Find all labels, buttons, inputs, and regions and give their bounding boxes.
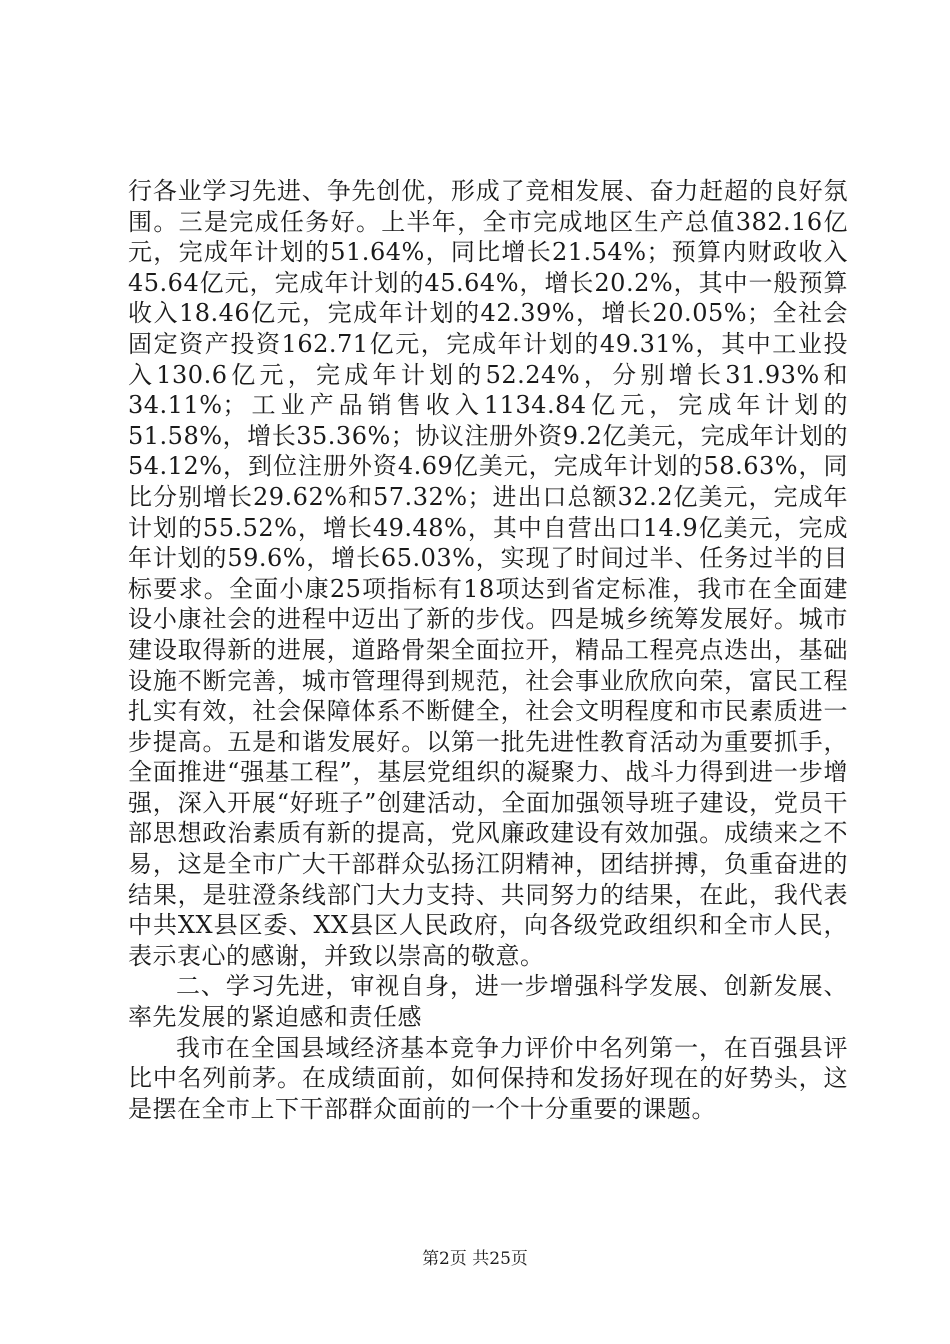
document-body — [128, 176, 848, 1124]
section-heading: 二、学习先进，审视自身，进一步增强科学发展、创新发展、率先发展的紧迫感和责任感 — [128, 972, 848, 1032]
page-number-footer: 第2页 共25页 — [422, 1249, 528, 1269]
paragraph-achievements: 行各业学习先进、争先创优，形成了竞相发展、奋力赶超的良好氛围。三是完成任务好。上半年，全市完成地区生产总值382.16亿元，完成年计划的51.64%，同比增长21.54%；预算内财政收入45.64亿元，完成年计划的45.64%，增长20.2%，其中一般预算收入18.46亿元，完成年计划的42.39%，增长20.05%；全社会固定资产投资162.71亿元，完成年计划的49.31%，其中工业投入130.6亿元，完成年计划的52.24%，分别增长31.93%和34.11%；工业产品销售收入1134.84亿元，完成年计划的51.58%，增长35.36%；协议注册外资9.2亿美元，完成年计划的54.12%，到位注册外资4.69亿美元，完成年计划的58.63%，同比分别增长29.62%和57.32%；进出口总额32.2亿美元，完成年计划的55.52%，增长49.48%，其中自营出口14.9亿美元，完成年计划的59.6%，增长65.03%，实现了时间过半、任务过半的目标要求。全面小康25项指标有18项达到省定标准，我市在全面建设小康社会的进程中迈出了新的步伐。四是城乡统筹发展好。城市建设取得新的进展，道路骨架全面拉开，精品工程亮点迭出，基础设施不断完善，城市管理得到规范，社会事业欣欣向荣，富民工程扎实有效，社会保障体系不断健全，社会文明程度和市民素质进一步提高。五是和谐发展好。以第一批先进性教育活动为重要抓手，全面推进“强基工程”，基层党组织的凝聚力、战斗力得到进一步增强，深入开展“好班子”创建活动，全面加强领导班子建设，党员干部思想政治素质有新的提高，党风廉政建设有效加强。成绩来之不易，这是全市广大干部群众弘扬江阴精神，团结拼搏，负重奋进的结果，是驻澄条线部门大力支持、共同努力的结果，在此，我代表中共XX县区委、XX县区人民政府，向各级党政组织和全市人民，表示衷心的感谢，并致以崇高的敬意。 — [128, 177, 848, 970]
paragraph-intro: 我市在全国县域经济基本竞争力评价中名列第一，在百强县评比中名列前茅。在成绩面前，如何保持和发扬好现在的好势头，这是摆在全市上下干部群众面前的一个十分重要的课题。 — [128, 1033, 848, 1123]
